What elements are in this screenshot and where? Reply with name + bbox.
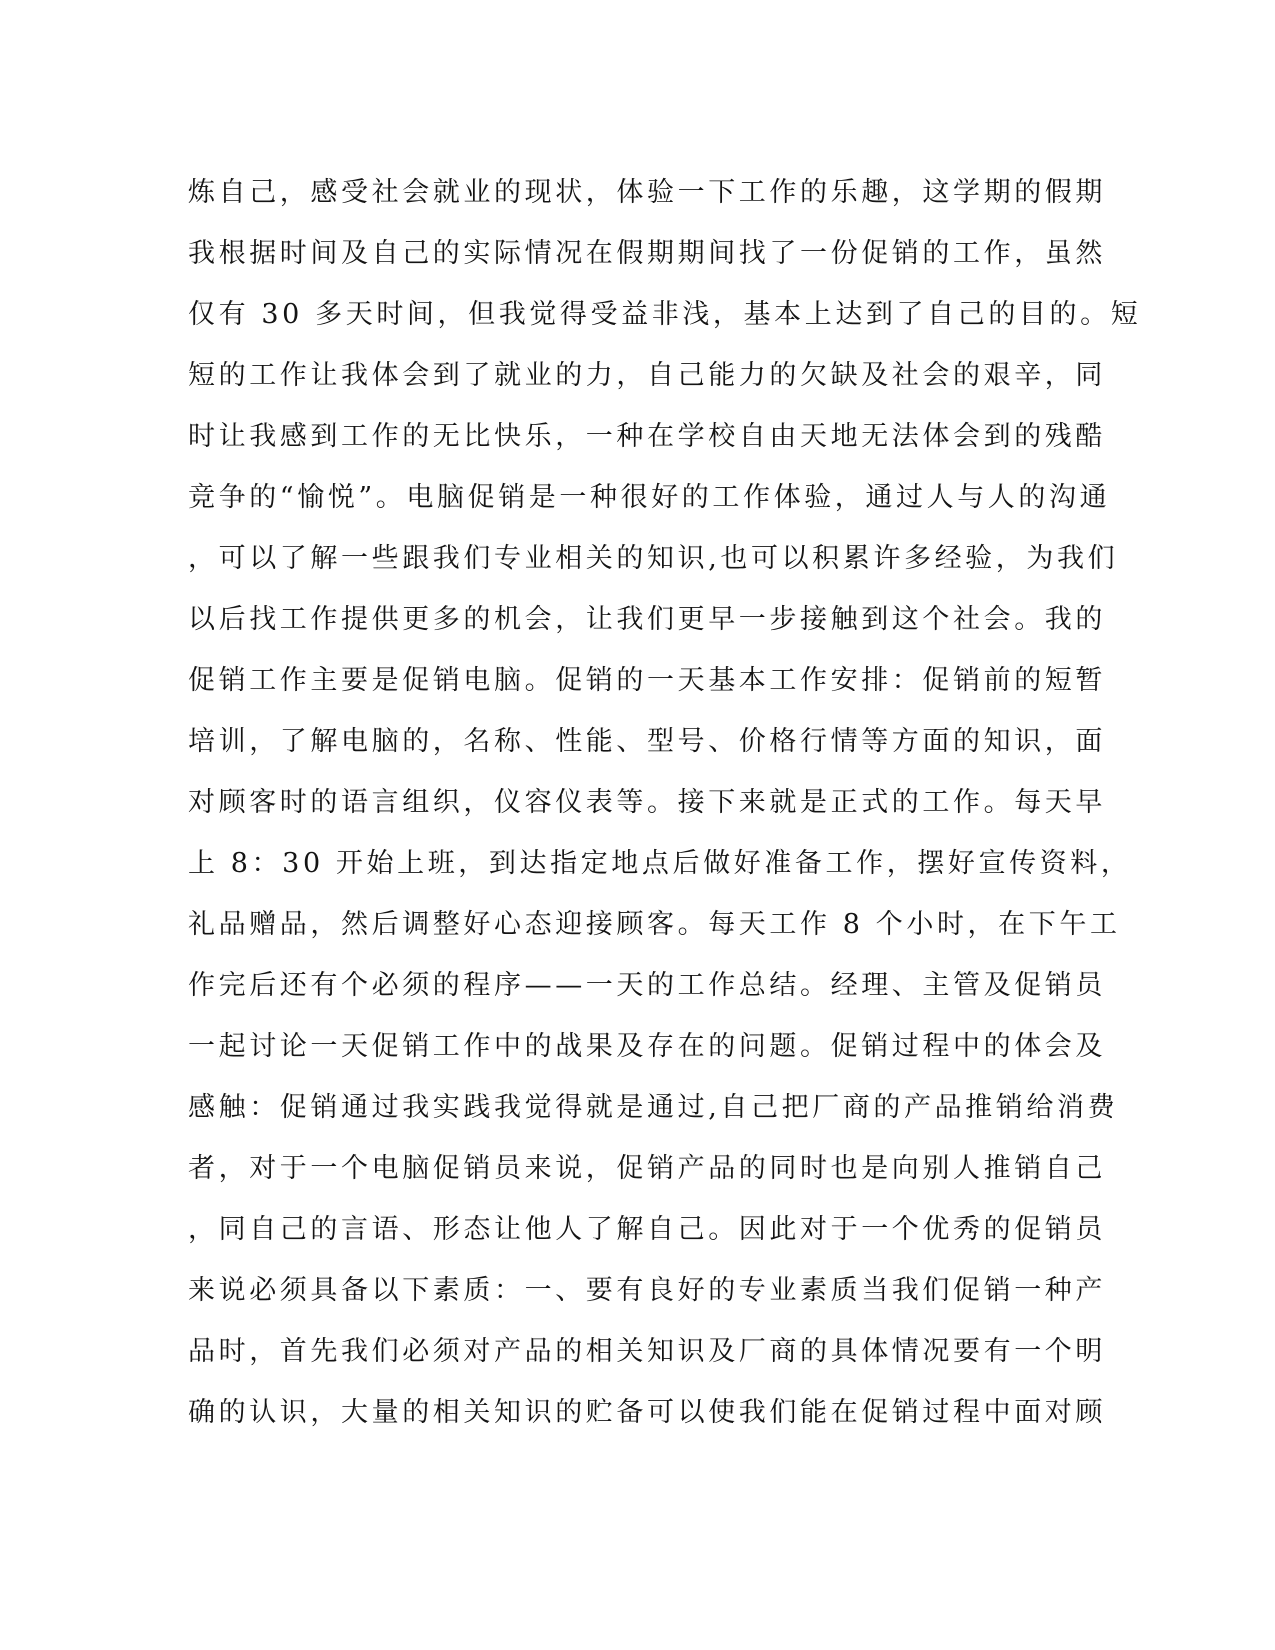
text-line: 炼自己，感受社会就业的现状，体验一下工作的乐趣，这学期的假期 xyxy=(188,177,1106,208)
text-line: ，同自己的言语、形态让他人了解自己。因此对于一个优秀的促销员 xyxy=(188,1214,1106,1245)
text-line: 我根据时间及自己的实际情况在假期期间找了一份促销的工作，虽然 xyxy=(188,238,1106,269)
text-line: 品时，首先我们必须对产品的相关知识及厂商的具体情况要有一个明 xyxy=(188,1336,1106,1367)
text-line: 对顾客时的语言组织，仪容仪表等。接下来就是正式的工作。每天早 xyxy=(188,787,1106,818)
body-paragraph xyxy=(188,162,1142,1443)
text-line: 感触：促销通过我实践我觉得就是通过,自己把厂商的产品推销给消费 xyxy=(188,1092,1119,1123)
text-line: 以后找工作提供更多的机会，让我们更早一步接触到这个社会。我的 xyxy=(188,604,1106,635)
text-line: 仅有 30 多天时间，但我觉得受益非浅，基本上达到了自己的目的。短 xyxy=(188,299,1142,330)
text-line: 上 8：30 开始上班，到达指定地点后做好准备工作，摆好宣传资料， xyxy=(188,848,1132,879)
text-line: 来说必须具备以下素质：一、要有良好的专业素质当我们促销一种产 xyxy=(188,1275,1106,1306)
text-line: 培训，了解电脑的，名称、性能、型号、价格行情等方面的知识，面 xyxy=(188,726,1106,757)
text-line: 短的工作让我体会到了就业的力，自己能力的欠缺及社会的艰辛，同 xyxy=(188,360,1106,391)
text-line: 作完后还有个必须的程序——一天的工作总结。经理、主管及促销员 xyxy=(188,970,1106,1001)
text-line: 者，对于一个电脑促销员来说，促销产品的同时也是向别人推销自己 xyxy=(188,1153,1106,1184)
text-line: 竞争的“愉悦”。电脑促销是一种很好的工作体验，通过人与人的沟通 xyxy=(188,482,1111,513)
text-line: 确的认识，大量的相关知识的贮备可以使我们能在促销过程中面对顾 xyxy=(188,1397,1106,1428)
text-line: 促销工作主要是促销电脑。促销的一天基本工作安排：促销前的短暂 xyxy=(188,665,1106,696)
text-line: ，可以了解一些跟我们专业相关的知识,也可以积累许多经验，为我们 xyxy=(188,543,1119,574)
text-line: 一起讨论一天促销工作中的战果及存在的问题。促销过程中的体会及 xyxy=(188,1031,1106,1062)
text-line: 时让我感到工作的无比快乐，一种在学校自由天地无法体会到的残酷 xyxy=(188,421,1106,452)
text-line: 礼品赠品，然后调整好心态迎接顾客。每天工作 8 个小时，在下午工 xyxy=(188,909,1121,940)
